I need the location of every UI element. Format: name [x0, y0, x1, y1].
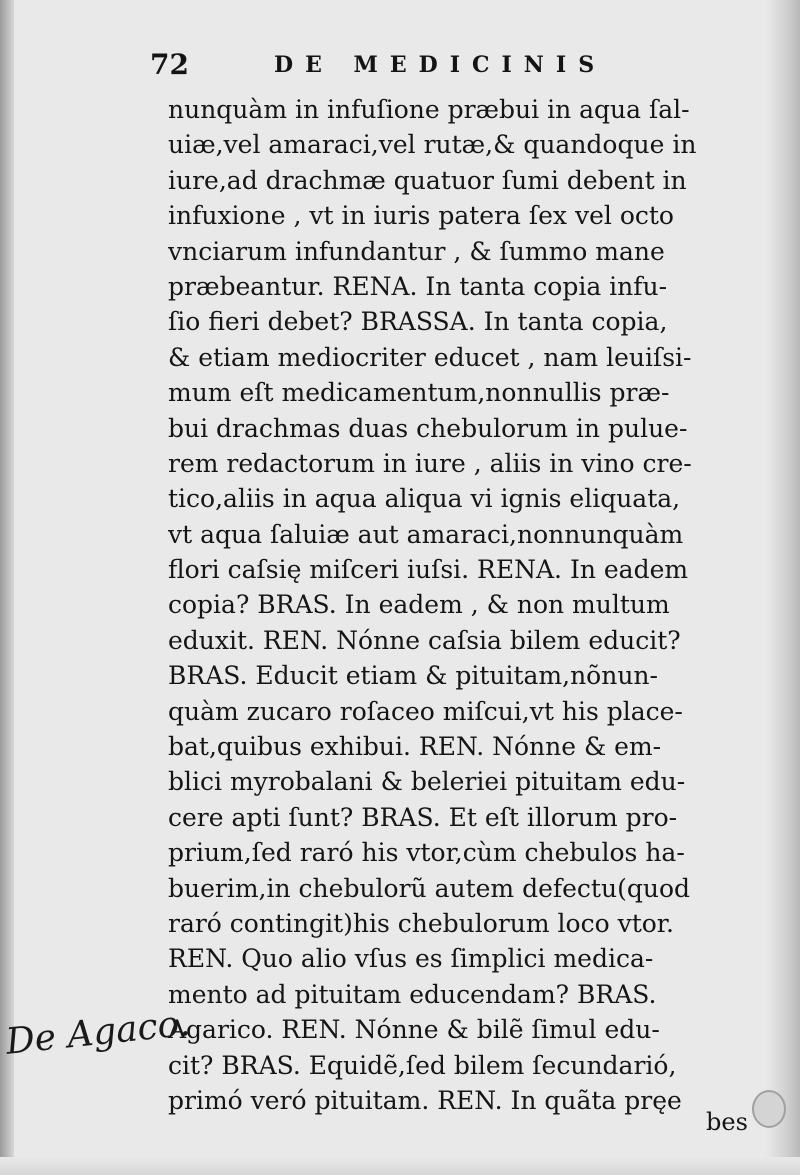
text-line: cit? BRAS. Equidẽ,ſed bilem ſecundarió,	[168, 1050, 677, 1080]
text-line: flori caſsię miſceri iuſsi. RENA. In eadem	[168, 555, 689, 585]
page-bottom-edge	[0, 1157, 800, 1175]
text-line: mum eſt medicamentum,nonnullis præ-	[168, 378, 670, 408]
text-line: quàm zucaro roſaceo miſcui,vt his place-	[168, 696, 683, 726]
text-line: iure,ad drachmæ quatuor ſumi debent in	[168, 165, 687, 195]
ink-stain	[752, 1090, 786, 1128]
text-line: Agarico. REN. Nónne & bilẽ ſimul edu-	[168, 1015, 660, 1045]
text-line: rem redactorum in iure , aliis in vino cre-	[168, 448, 692, 478]
text-line: bat,quibus exhibui. REN. Nónne & em-	[168, 732, 662, 762]
text-line: uiæ,vel amaraci,vel rutæ,& quandoque in	[168, 130, 697, 160]
text-line: eduxit. REN. Nónne caſsia bilem educit?	[168, 625, 681, 655]
page-edge	[766, 0, 800, 1175]
text-line: mento ad pituitam educendam? BRAS.	[168, 979, 657, 1009]
text-line: BRAS. Educit etiam & pituitam,nõnun-	[168, 661, 658, 691]
text-line: copia? BRAS. In eadem , & non multum	[168, 590, 670, 620]
text-line: vnciarum infundantur , & ſummo mane	[168, 236, 665, 266]
text-line: ſio fieri debet? BRASSA. In tanta copia,	[168, 307, 668, 337]
text-line: tico,aliis in aqua aliqua vi ignis eliquata,	[168, 484, 681, 514]
text-line: blici myrobalani & beleriei pituitam edu-	[168, 767, 686, 797]
text-line: vt aqua ſaluiæ aut amaraci,nonnunquàm	[168, 519, 684, 549]
text-line: REN. Quo alio vſus es ſimplici medica-	[168, 944, 654, 974]
text-line: primó veró pituitam. REN. In quãta pręe	[168, 1085, 682, 1115]
page-header	[150, 48, 620, 88]
gutter-shadow	[0, 0, 14, 1175]
body-text	[168, 92, 746, 1118]
text-line: buerim,in chebulorũ autem defectu(quod	[168, 873, 690, 903]
text-line: bui drachmas duas chebulorum in pulue-	[168, 413, 688, 443]
text-line: præbeantur. RENA. In tanta copia infu-	[168, 271, 668, 301]
text-line: nunquàm in infuſione præbui in aqua ſal-	[168, 95, 690, 124]
running-head: DE MEDICINIS	[274, 52, 607, 78]
text-line: raró contingit)his chebulorum loco vtor.	[168, 908, 674, 938]
text-line: prium,ſed raró his vtor,cùm chebulos ha-	[168, 838, 685, 868]
text-line: & etiam mediocriter educet , nam leuiſsi-	[168, 342, 692, 372]
text-line: cere apti ſunt? BRAS. Et eſt illorum pro-	[168, 802, 678, 832]
catchword: bes	[706, 1108, 748, 1136]
handwritten-margin-note: De Agaco.	[3, 1002, 192, 1063]
text-line: infuxione , vt in iuris patera ſex vel octo	[168, 201, 674, 231]
page-number: 72	[150, 48, 189, 81]
